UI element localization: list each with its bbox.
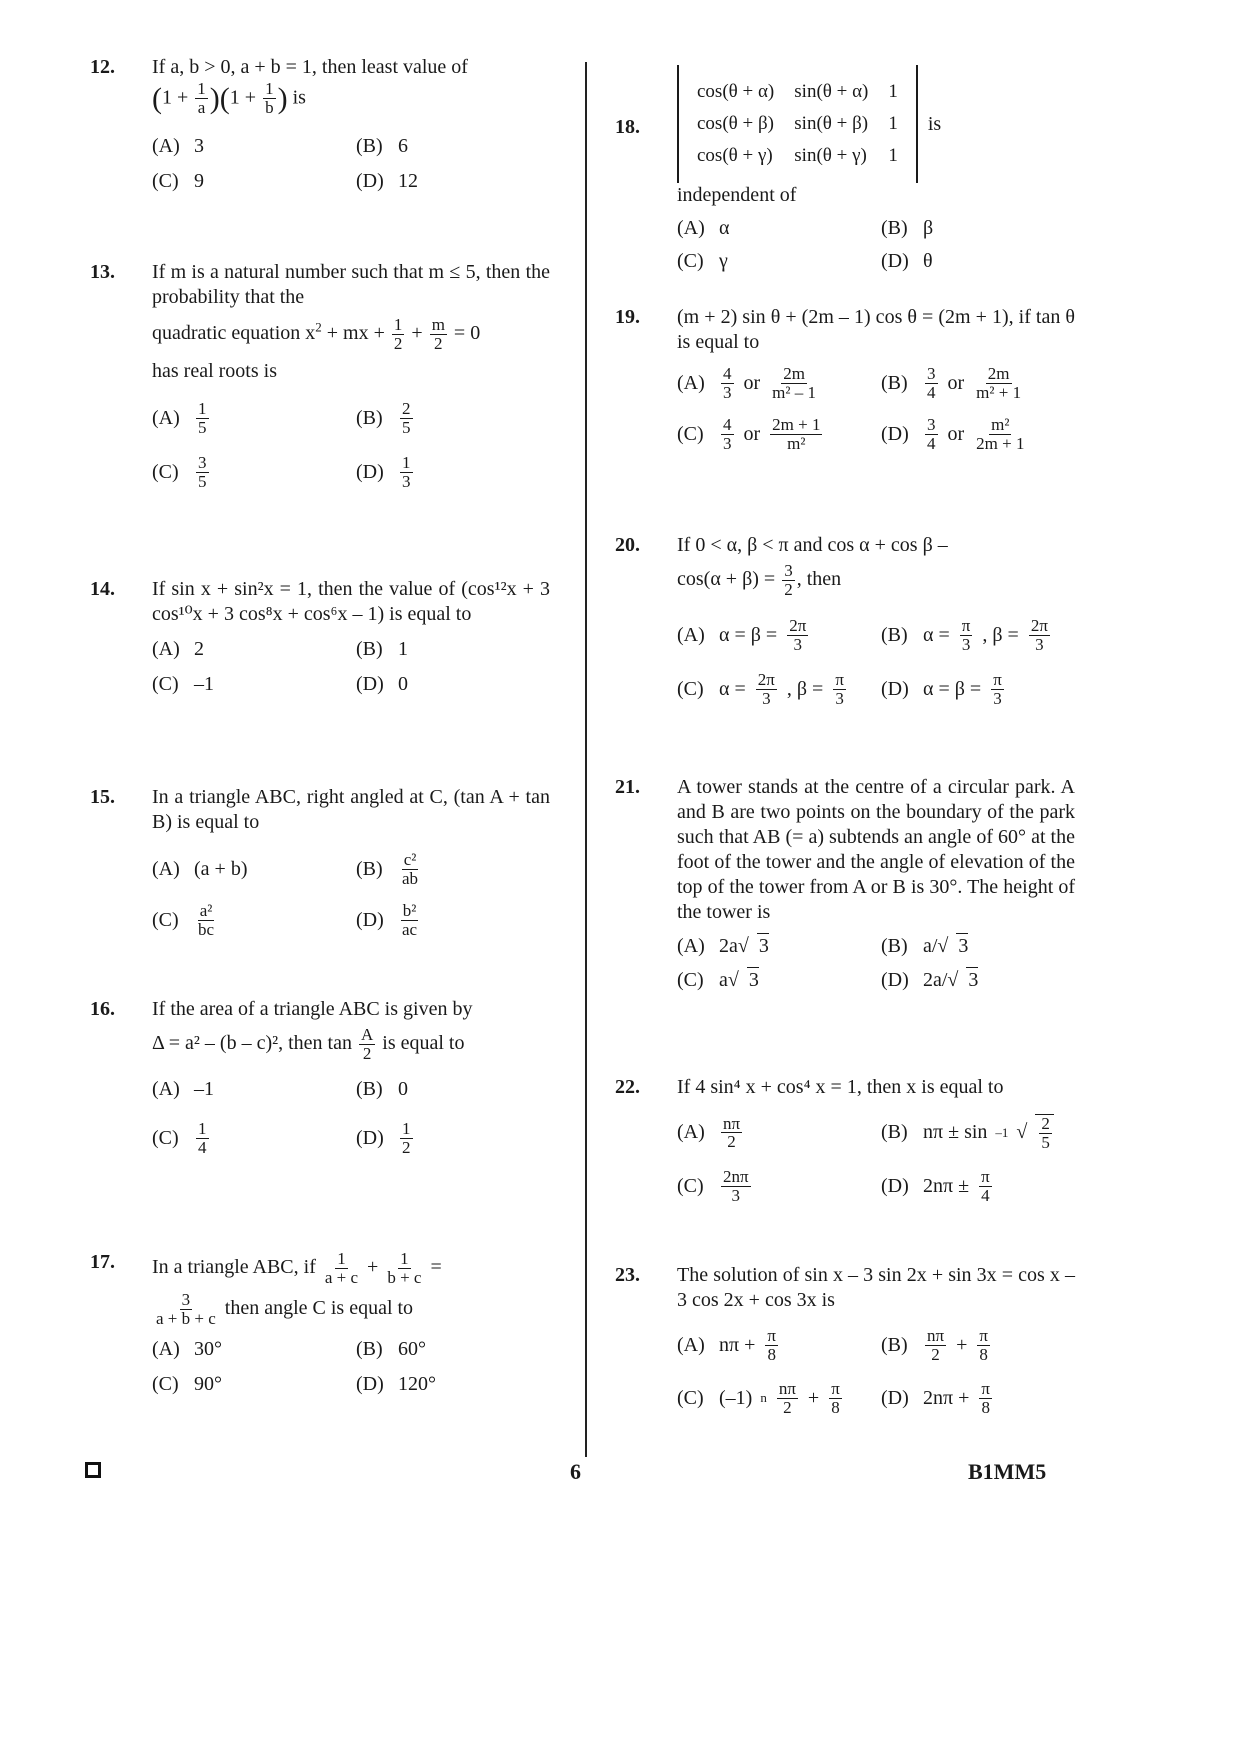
option-c: (C) $\frac{\text{a²}}{bc}$ [152, 900, 215, 939]
question-text: If the area of a triangle ABC is given by Δ = a² – (b – c)², then tan $\frac{A}{2}$ is equal to [152, 998, 473, 1063]
options [152, 134, 550, 194]
option-d: (D) $\frac{1}{2}$ [356, 1118, 411, 1157]
option-c: (C) 90° [152, 1373, 222, 1396]
option-a: (A) (a + b) [152, 857, 248, 880]
option-b: (B) α = $\frac{\pi}{3}$ , β = $\frac{2\pi}{3}$ [881, 615, 1048, 654]
option-a: (A) α = β = $\frac{2\pi}{3}$ [677, 615, 807, 654]
option-a: (A) nπ + $\frac{\pi}{8}$ [677, 1326, 776, 1364]
option-b: (B) 6 [356, 134, 408, 157]
options [152, 400, 550, 491]
question-19 [615, 305, 1075, 452]
determinant: cos(θ + α) sin(θ + α) 1 cos(θ + β) sin(θ + β) 1 cos(θ + γ) sin(θ + γ) 1 is [677, 65, 1075, 183]
question-number: 18. [615, 116, 640, 138]
option-b: (B) 1 [356, 638, 408, 660]
question-text: If a, b > 0, a + b = 1, then least value of (1 + $\frac{1}{a}$ )(1 + $\frac{1}{b}$ ) is [152, 56, 468, 118]
question-text: If 0 < α, β < π and cos α + cos β – cos(α + β) = $\frac{3}{2}$ , then [677, 534, 948, 599]
question-number: 13. [90, 261, 115, 283]
question-number: 23. [615, 1264, 640, 1286]
options [677, 1327, 1075, 1416]
option-a: (A) $\frac{1}{5}$ [152, 398, 207, 437]
option-a: (A) 30° [152, 1338, 222, 1361]
question-20 [615, 533, 1075, 708]
question-number: 12. [90, 56, 115, 78]
option-a: (A) 3 [152, 134, 204, 157]
option-c: (C) $\frac{4}{3}$ or $\frac{2m + 1}{\text{m²}}$ [677, 414, 821, 453]
question-13 [90, 260, 550, 491]
option-b: (B) $\frac{\text{c²}}{ab}$ [356, 850, 419, 888]
options [152, 1077, 550, 1157]
option-d: (D) $\frac{1}{3}$ [356, 453, 411, 492]
option-b: (B) β [881, 217, 934, 239]
question-22 [615, 1075, 1075, 1204]
options [152, 637, 550, 697]
question-23 [615, 1263, 1075, 1416]
question-text: (m + 2) sin θ + (2m – 1) cos θ = (2m + 1), if tan θ is equal to [677, 306, 1075, 353]
booklet-code: B1MM5 [968, 1459, 1047, 1484]
options [152, 1337, 550, 1397]
option-b: (B) 0 [356, 1077, 408, 1100]
option-a: (A) 2 [152, 638, 204, 660]
options [677, 933, 1075, 993]
question-number: 15. [90, 786, 115, 808]
option-b: (B) a/√ 3 [881, 934, 969, 957]
option-d: (D) $\frac{3}{4}$ or $\frac{\text{m²}}{2m + 1}$ [881, 414, 1025, 453]
option-a: (A) α [677, 217, 730, 239]
option-d: (D) 2nπ ± $\frac{\pi}{4}$ [881, 1166, 990, 1205]
option-c: (C) γ [677, 250, 728, 272]
option-d: (D) 2a/√ 3 [881, 968, 979, 991]
option-d: (D) 120° [356, 1373, 436, 1396]
question-17 [90, 1250, 550, 1397]
options [677, 1114, 1075, 1204]
page-number: 6 [570, 1459, 581, 1484]
column-divider [585, 62, 587, 1457]
determinant-bar-right [916, 65, 918, 183]
option-a: (A) 2a√ 3 [677, 934, 769, 957]
option-b: (B) nπ ± sin –1 √ $\frac{2}{5}$ [881, 1114, 1075, 1152]
option-b: (B) $\frac{2}{5}$ [356, 398, 411, 437]
options [677, 365, 1075, 452]
question-number: 16. [90, 998, 115, 1020]
question-16 [90, 997, 550, 1156]
determinant-bar-left [677, 65, 679, 183]
option-b: (B) $\frac{n\pi}{2}$ + $\frac{\pi}{8}$ [881, 1326, 988, 1364]
question-text: If m is a natural number such that m ≤ 5, then the probability that the quadratic equation $x^2$ + mx + $\frac{1}{2}$ + $\frac{m}{2}$ = 0 has real roots is [152, 261, 550, 382]
question-text: The solution of sin x – 3 sin 2x + sin 3x = cos x – 3 cos 2x + cos 3x is [677, 1264, 1075, 1311]
option-a: (A) –1 [152, 1077, 214, 1100]
question-text: In a triangle ABC, right angled at C, (tan A + tan B) is equal to [152, 786, 550, 833]
option-d: (D) θ [881, 250, 933, 272]
determinant-matrix: cos(θ + α) sin(θ + α) 1 cos(θ + β) sin(θ + β) 1 cos(θ + γ) sin(θ + γ) 1 [697, 81, 898, 166]
question-number: 14. [90, 578, 115, 600]
options [677, 617, 1075, 708]
option-c: (C) $\frac{2n\pi}{3}$ [677, 1166, 749, 1205]
question-text: If sin x + sin²x = 1, then the value of (cos¹²x + 3 cos¹⁰x + 3 cos⁸x + cos⁶x – 1) is equal to [152, 578, 550, 625]
question-number: 22. [615, 1076, 640, 1098]
option-d: (D) 2nπ + $\frac{\pi}{8}$ [881, 1378, 990, 1417]
question-14 [90, 577, 550, 697]
option-d: (D) 0 [356, 673, 408, 695]
options [152, 851, 550, 938]
option-c: (C) –1 [152, 673, 214, 695]
option-c: (C) $\frac{1}{4}$ [152, 1118, 207, 1157]
option-b: (B) 60° [356, 1338, 426, 1361]
option-d: (D) 12 [356, 169, 418, 192]
question-21 [615, 775, 1075, 993]
question-15 [90, 785, 550, 938]
option-a: (A) $\frac{4}{3}$ or $\frac{2m}{\text{m² – 1}}$ [677, 364, 816, 402]
option-d: (D) α = β = $\frac{\pi}{3}$ [881, 670, 1002, 709]
question-number: 20. [615, 534, 640, 556]
options [677, 216, 1075, 274]
option-c: (C) $\frac{3}{5}$ [152, 453, 207, 492]
option-d: (D) $\frac{\text{b²}}{ac}$ [356, 900, 418, 939]
question-18: 18. cos(θ + α) sin(θ + α) 1 cos(θ + β) sin(θ + β) 1 cos(θ + γ) sin(θ + γ) 1 is independent of (A) α (B) β (C) γ (D) θ [615, 65, 1075, 274]
question-number: 21. [615, 776, 640, 798]
question-text: In a triangle ABC, if $\frac{1}{a + c}$ + $\frac{1}{b + c}$ = $\frac{3}{a + b + c}$ then angle C is equal to [152, 1249, 442, 1328]
question-number: 17. [90, 1251, 115, 1273]
option-a: (A) $\frac{n\pi}{2}$ [677, 1113, 741, 1152]
option-b: (B) $\frac{3}{4}$ or $\frac{2m}{\text{m² + 1}}$ [881, 364, 1022, 402]
question-number: 19. [615, 306, 640, 328]
question-12 [90, 55, 550, 194]
question-text: A tower stands at the centre of a circular park. A and B are two points on the boundary of the park such that AB (= a) subtends an angle of 60° at the foot of the tower and the angle of elevation of the top of the tower from A or B is 30°. The height of the tower is [677, 776, 1075, 923]
option-c: (C) (–1) n $\frac{n\pi}{2}$ + $\frac{\pi}{8}$ [677, 1378, 840, 1417]
option-c: (C) α = $\frac{2\pi}{3}$ , β = $\frac{\pi}{3}$ [677, 670, 844, 709]
option-c: (C) a√ 3 [677, 968, 759, 991]
question-text: If 4 sin⁴ x + cos⁴ x = 1, then x is equal to [677, 1076, 1004, 1098]
square-icon [85, 1462, 101, 1478]
option-c: (C) 9 [152, 169, 204, 192]
